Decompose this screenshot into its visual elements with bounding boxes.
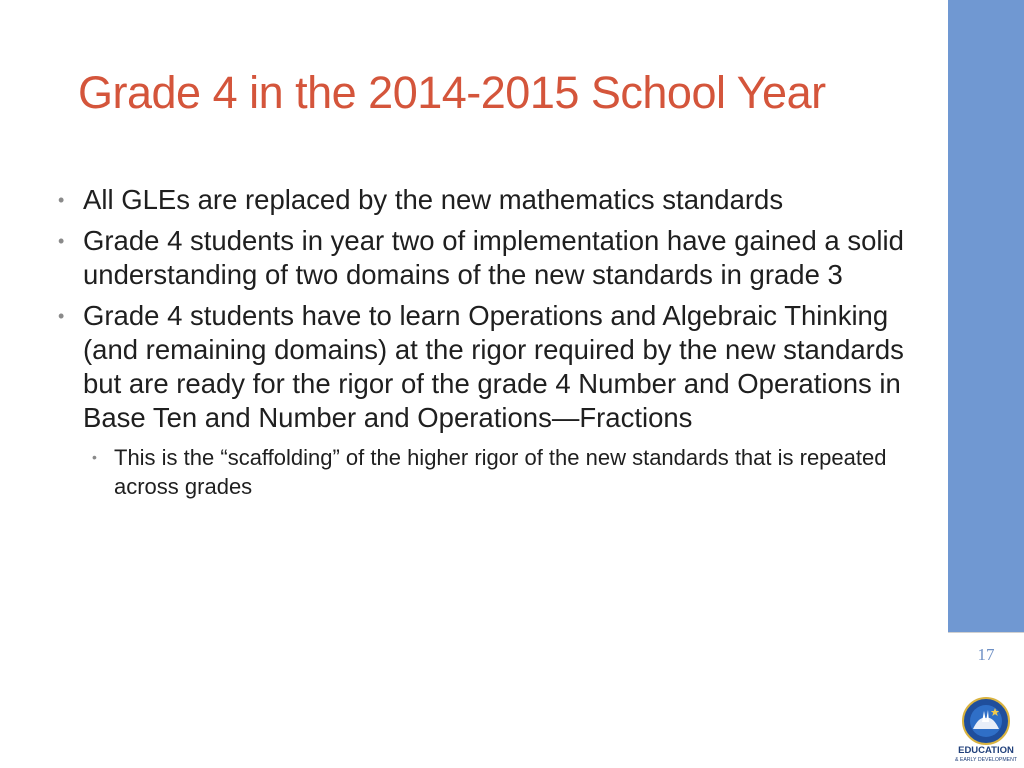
sidebar-divider xyxy=(948,632,1024,633)
sub-bullet-marker: • xyxy=(92,449,97,465)
sidebar-accent-bar xyxy=(948,0,1024,632)
logo-text-line1: EDUCATION xyxy=(958,745,1014,756)
bullet-item xyxy=(58,183,908,217)
page-number: 17 xyxy=(977,645,995,664)
bullet-marker: • xyxy=(58,190,65,210)
bullet-list xyxy=(58,183,908,508)
sub-bullet-list xyxy=(83,443,908,501)
slide-title: Grade 4 in the 2014-2015 School Year xyxy=(78,67,826,118)
bullet-item xyxy=(58,299,908,501)
education-department-logo xyxy=(951,694,1021,764)
bullet-item xyxy=(58,224,908,292)
bullet-text: Grade 4 students in year two of implementation have gained a solid understanding of two domains of the new standards in grade 3 xyxy=(83,225,904,290)
bullet-text: Grade 4 students have to learn Operations and Algebraic Thinking (and remaining domains) at the rigor required by the new standards but are ready for the rigor of the grade 4 Number and Operations in Base Ten and Number and Operations—Fractions xyxy=(83,300,904,433)
sub-bullet-item xyxy=(84,443,908,501)
sub-bullet-text: This is the “scaffolding” of the higher rigor of the new standards that is repeated across grades xyxy=(114,445,887,499)
logo-text-line2: & EARLY DEVELOPMENT xyxy=(954,757,1018,763)
bullet-marker: • xyxy=(58,231,65,251)
bullet-text: All GLEs are replaced by the new mathematics standards xyxy=(83,184,784,215)
bullet-marker: • xyxy=(58,306,65,326)
